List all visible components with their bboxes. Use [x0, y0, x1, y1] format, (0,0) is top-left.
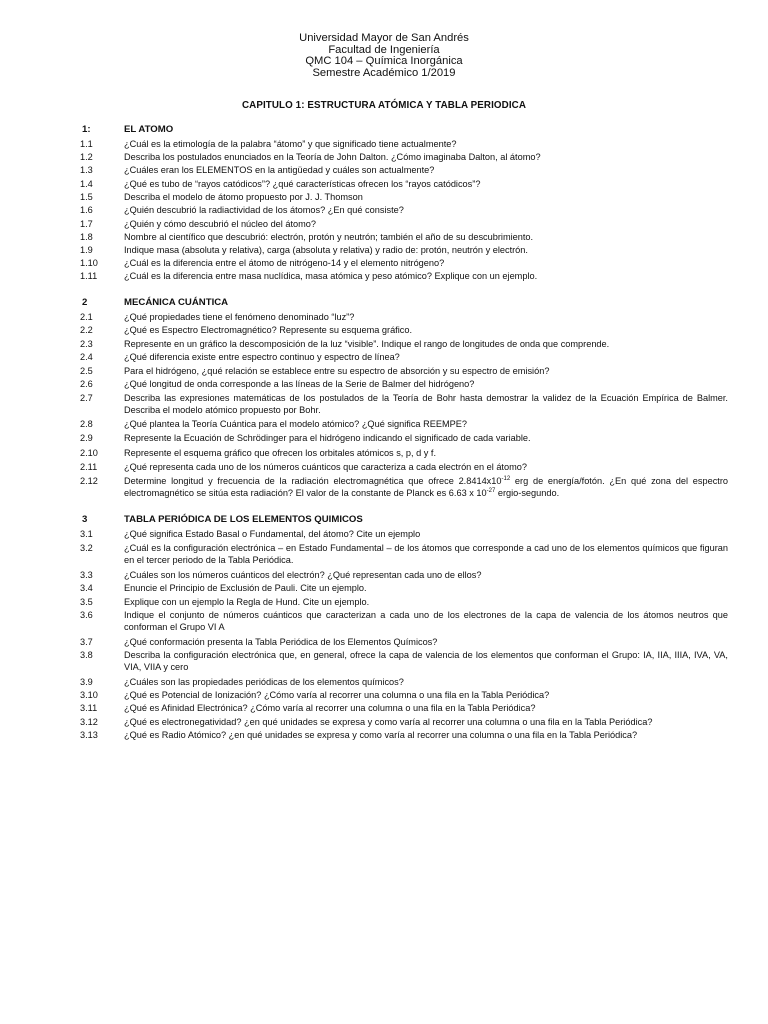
question-text: ¿Qué diferencia existe entre espectro continuo y espectro de línea? [124, 352, 400, 362]
section-title: TABLA PERIÓDICA DE LOS ELEMENTOS QUIMICOS [124, 514, 363, 525]
question-number: 2.1 [80, 312, 93, 322]
question-text: Indique el conjunto de números cuánticos que caracterizan a cada uno de los electrones de la capa de valencia de los átomos neutros que conforman el Grupo VI A [124, 610, 728, 633]
section-heading [82, 514, 722, 526]
question-text: ¿Cuál es la diferencia entre el átomo de nitrógeno-14 y el elemento nitrógeno? [124, 258, 445, 268]
question-text: Describa la configuración electrónica que, en general, ofrece la capa de valencia de los elementos que conforman el Grupo: IA, IIA, IIIA, IVA, VA, VIA, VIIA y cero [124, 650, 728, 673]
question-text: Para el hidrógeno, ¿qué relación se establece entre su espectro de absorción y su espectro de emisión? [124, 366, 550, 376]
question-number: 3.1 [80, 529, 93, 539]
question-number: 3.12 [80, 717, 98, 727]
question-number: 3.9 [80, 677, 93, 687]
question-text: Represente la Ecuación de Schrödinger para el hidrógeno indicando el significado de cada variable. [124, 433, 531, 443]
question-text: Indique masa (absoluta y relativa), carga (absoluta y relativa) y radio de: protón, neutrón y electrón. [124, 245, 528, 255]
question-number: 2.8 [80, 419, 93, 429]
question-number: 2.12 [80, 476, 98, 486]
question-number: 2.11 [80, 462, 98, 472]
question-number: 3.7 [80, 637, 93, 647]
question-number: 1.8 [80, 232, 93, 242]
question-number: 2.3 [80, 339, 93, 349]
question-number: 1.5 [80, 192, 93, 202]
section-number: 1: [82, 124, 91, 135]
question-text: ¿Qué es electronegatividad? ¿en qué unidades se expresa y como varía al recorrer una columna o una fila en la Tabla Periódica? [124, 717, 653, 727]
question-text: Describa los postulados enunciados en la Teoría de John Dalton. ¿Cómo imaginaba Dalton, al átomo? [124, 152, 541, 162]
question-number: 1.7 [80, 219, 93, 229]
question-text: ¿Qué es Espectro Electromagnético? Represente su esquema gráfico. [124, 325, 413, 335]
question-text: ¿Cuál es la configuración electrónica – en Estado Fundamental – de los átomos que corresponde a cad uno de los elementos químicos que figuran en el tercer periodo de la Tabla Periódica. [124, 543, 728, 566]
question-number: 3.10 [80, 690, 98, 700]
question-text: ¿Qué propiedades tiene el fenómeno denominado “luz”? [124, 312, 355, 322]
question-number: 1.6 [80, 205, 93, 215]
question-text: ¿Cuáles eran los ELEMENTOS en la antigüedad y cuáles son actualmente? [124, 165, 435, 175]
question-text: Explique con un ejemplo la Regla de Hund. Cite un ejemplo. [124, 597, 370, 607]
question-text: ¿Quién descubrió la radiactividad de los átomos? ¿En qué consiste? [124, 205, 404, 215]
question-text: ¿Qué significa Estado Basal o Fundamental, del átomo? Cite un ejemplo [124, 529, 421, 539]
question-number: 3.5 [80, 597, 93, 607]
question-text: Describa el modelo de átomo propuesto por J. J. Thomson [124, 192, 363, 202]
question-text: ¿Qué es tubo de “rayos catódicos”? ¿qué características ofrecen los “rayos catódicos”? [124, 179, 481, 189]
question-text: Represente el esquema gráfico que ofrecen los orbitales atómicos s, p, d y f. [124, 448, 437, 458]
question-number: 2.2 [80, 325, 93, 335]
university-name: Universidad Mayor de San Andrés [299, 32, 469, 44]
question-text: ¿Qué conformación presenta la Tabla Periódica de los Elementos Químicos? [124, 637, 438, 647]
question-number: 2.10 [80, 448, 98, 458]
question-text: ¿Qué es Potencial de Ionización? ¿Cómo varía al recorrer una columna o una fila en la Tabla Periódica? [124, 690, 550, 700]
course-name: QMC 104 – Química Inorgánica [305, 55, 463, 67]
question-text: ¿Qué plantea la Teoría Cuántica para el modelo atómico? ¿Qué significa REEMPE? [124, 419, 468, 429]
section-heading [82, 124, 722, 136]
section-title: EL ATOMO [124, 124, 174, 135]
question-number: 1.11 [80, 271, 98, 281]
question-number: 2.6 [80, 379, 93, 389]
question-text: Describa las expresiones matemáticas de los postulados de la Teoría de Bohr hasta demostrar la validez de la Ecuación Empírica de Balmer. Describa el modelo atómico propuesto por Bohr. [124, 393, 728, 416]
semester: Semestre Académico 1/2019 [312, 66, 456, 79]
question-number: 3.2 [80, 543, 93, 553]
question-text: Represente en un gráfico la descomposición de la luz “visible”. Indique el rango de longitudes de onda que comprende. [124, 339, 610, 349]
question-number: 2.9 [80, 433, 93, 443]
question-text: ¿Qué representa cada uno de los números cuánticos que caracteriza a cada electrón en el átomo? [124, 462, 527, 472]
question-text: ¿Cuál es la diferencia entre masa nuclídica, masa atómica y peso atómico? Explique con un ejemplo. [124, 271, 538, 281]
document-header [0, 33, 768, 79]
question-number: 3.13 [80, 730, 98, 740]
question-text: Nombre al científico que descubrió: electrón, protón y neutrón; también el año de su descubrimiento. [124, 232, 534, 242]
question-text: Enuncie el Principio de Exclusión de Pauli. Cite un ejemplo. [124, 583, 367, 593]
question-text: ¿Quién y cómo descubrió el núcleo del átomo? [124, 219, 317, 229]
question-number: 2.5 [80, 366, 93, 376]
question-number: 3.8 [80, 650, 93, 660]
section-number: 2 [82, 297, 88, 308]
section-heading [82, 297, 722, 309]
question-number: 2.4 [80, 352, 93, 362]
question-number: 3.6 [80, 610, 93, 620]
question-number: 1.2 [80, 152, 93, 162]
question-number: 1.4 [80, 179, 93, 189]
question-number: 2.7 [80, 393, 93, 403]
question-text: ¿Cuáles son las propiedades periódicas de los elementos químicos? [124, 677, 404, 687]
question-text: ¿Cuál es la etimología de la palabra “átomo” y que significado tiene actualmente? [124, 139, 457, 149]
section-number: 3 [82, 514, 88, 525]
question-number: 1.3 [80, 165, 93, 175]
faculty-name: Facultad de Ingeniería [328, 43, 440, 56]
question-number: 3.3 [80, 570, 93, 580]
question-text: ¿Qué es Afinidad Electrónica? ¿Cómo varía al recorrer una columna o una fila en la Tabla Periódica? [124, 703, 536, 713]
question-text: ¿Qué longitud de onda corresponde a las líneas de la Serie de Balmer del hidrógeno? [124, 379, 475, 389]
question-number: 1.10 [80, 258, 98, 268]
question-number: 3.4 [80, 583, 93, 593]
question-text: ¿Qué es Radio Atómico? ¿en qué unidades se expresa y como varía al recorrer una columna o una fila en la Tabla Periódica? [124, 730, 638, 740]
question-number: 3.11 [80, 703, 98, 713]
question-text: ¿Cuáles son los números cuánticos del electrón? ¿Qué representan cada uno de ellos? [124, 570, 482, 580]
question-number: 1.1 [80, 139, 93, 149]
chapter-title: CAPITULO 1: ESTRUCTURA ATÓMICA Y TABLA PERIODICA [241, 100, 526, 111]
question-text: Determine longitud y frecuencia de la radiación electromagnética que ofrece $2.8414x10^{-12}$ erg de energía/fotón. ¿En qué zona del espectro electromagnético se sitúa esta radiación? El valor de la constante de Planck es 6.63 x $10^{-27}$ ergio-segundo. [124, 476, 729, 499]
question-number: 1.9 [80, 245, 93, 255]
section-title: MECÁNICA CUÁNTICA [124, 297, 229, 308]
